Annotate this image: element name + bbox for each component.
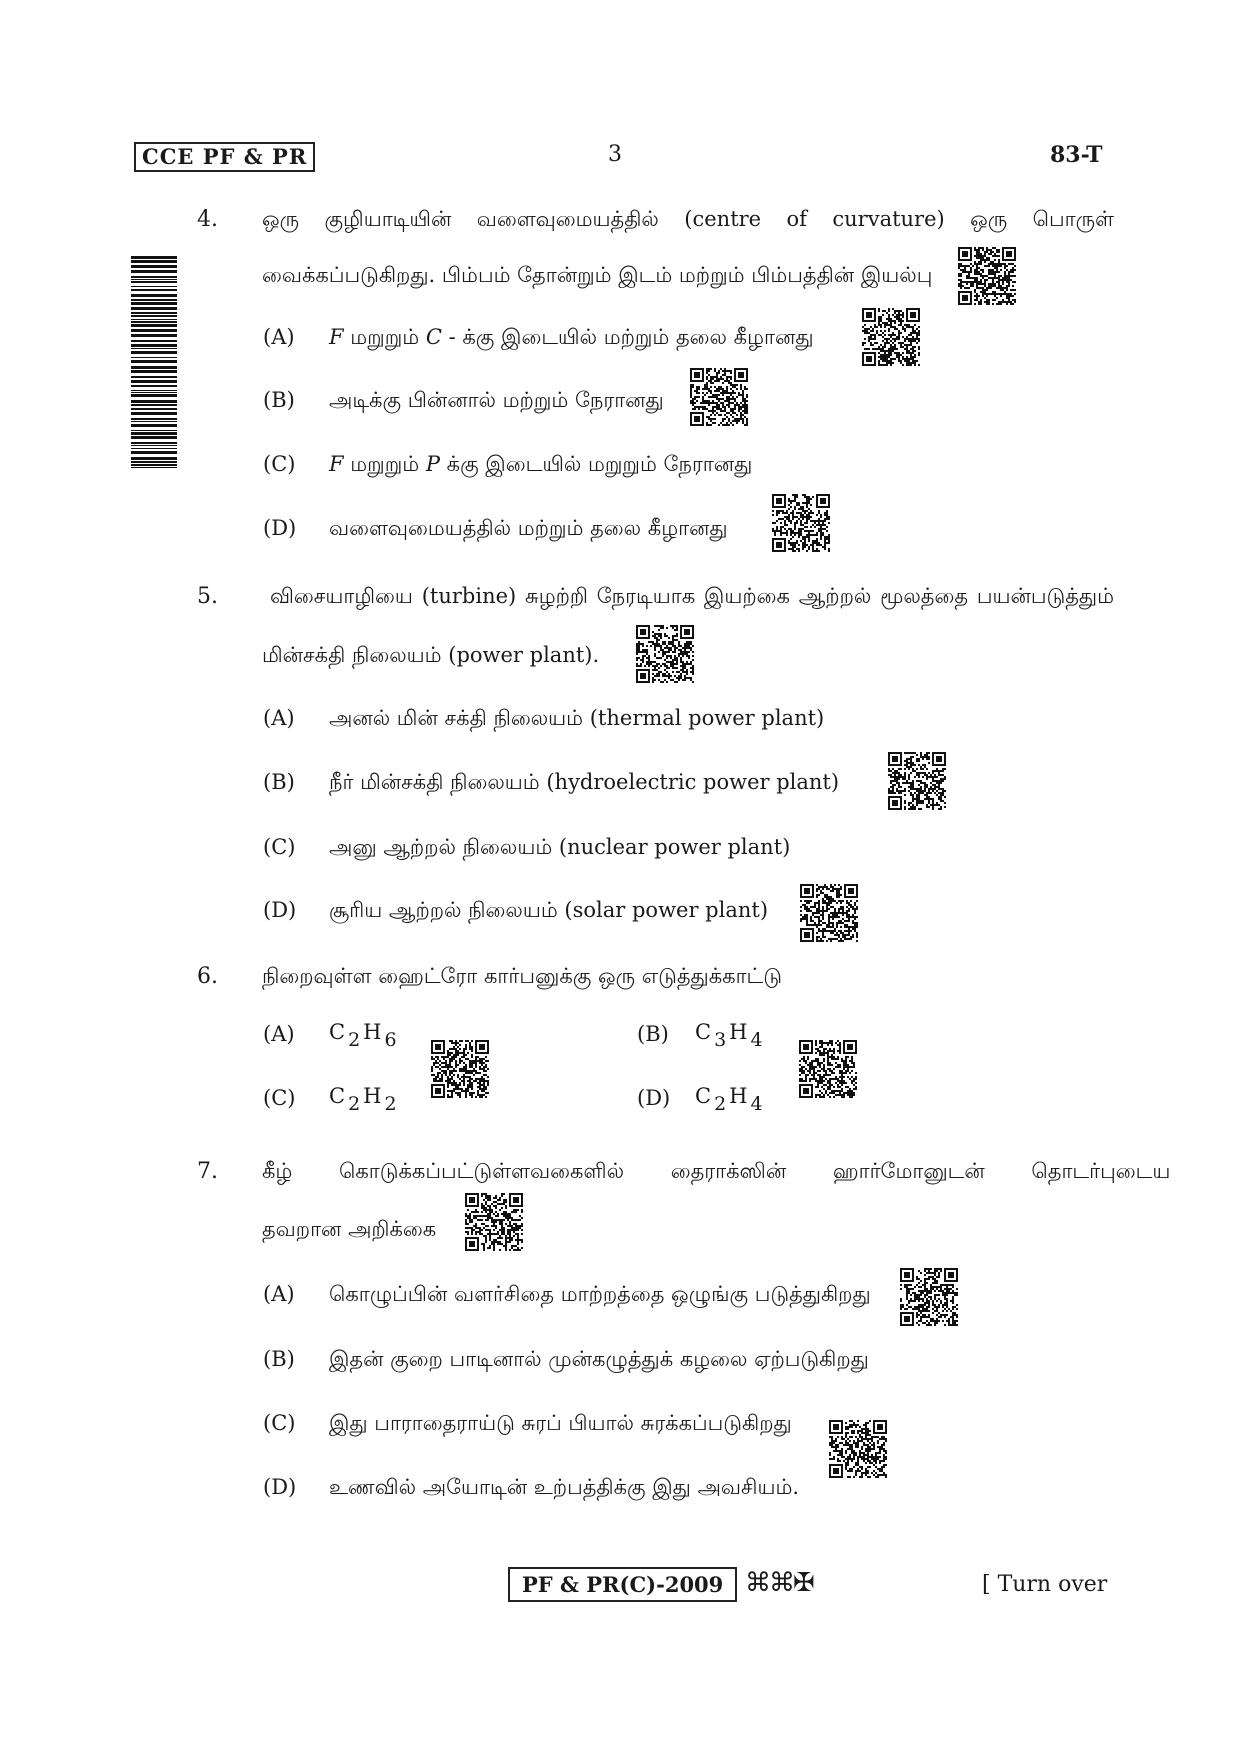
- q6-option-b-label: (B): [637, 1022, 669, 1046]
- qr-code-icon: [690, 368, 748, 426]
- q7-option-c-text: இது பாராதைராய்டு சுரப் பியால் சுரக்கப்படுகிறது: [329, 1411, 792, 1435]
- q6-option-d-formula: C $_2$ H $_4$: [695, 1084, 763, 1115]
- q4-option-b-text: அடிக்கு பின்னால் மற்றும் நேரானது: [329, 388, 664, 412]
- page-number: 3: [608, 142, 622, 167]
- question-5-text-line2: மின்சக்தி நிலையம் (power plant).: [262, 643, 600, 667]
- paper-code-box: CCE PF & PR: [134, 142, 315, 172]
- qr-code-icon: [862, 308, 920, 366]
- q4-option-a-label: (A): [263, 325, 295, 349]
- q5-option-b-label: (B): [263, 770, 295, 794]
- question-6-number: 6.: [197, 964, 218, 989]
- question-7-number: 7.: [197, 1159, 218, 1184]
- qr-code-icon: [431, 1040, 489, 1098]
- turn-over-label: [ Turn over: [982, 1572, 1108, 1597]
- q5-option-a-text: அனல் மின் சக்தி நிலையம் (thermal power plant): [329, 706, 825, 730]
- q5-option-c-text: அனு ஆற்றல் நிலையம் (nuclear power plant): [329, 835, 791, 859]
- q4-option-c-label: (C): [263, 452, 296, 476]
- q5-option-b-text: நீர் மின்சக்தி நிலையம் (hydroelectric power plant): [329, 770, 840, 794]
- question-4-text-line2: வைக்கப்படுகிறது. பிம்பம் தோன்றும் இடம் மற்றும் பிம்பத்தின் இயல்பு: [262, 263, 933, 287]
- q5-option-c-label: (C): [263, 835, 296, 859]
- q6-option-c-formula: C $_2$ H $_2$: [329, 1084, 397, 1115]
- q5-option-d-label: (D): [263, 898, 297, 922]
- qr-code-icon: [799, 1040, 857, 1098]
- qr-code-icon: [829, 1420, 887, 1478]
- qr-code-icon: [900, 1268, 958, 1326]
- question-4-number: 4.: [197, 207, 218, 232]
- footer-code-box: PF & PR(C)-2009: [508, 1567, 737, 1602]
- barcode: [131, 256, 177, 470]
- question-5-text-line1: விசையாழியை (turbine) சுழற்றி நேரடியாக இயற்கை ஆற்றல் மூலத்தை பயன்படுத்தும்: [270, 584, 1114, 608]
- question-7-text-line1: கீழ் கொடுக்கப்பட்டுள்ளவகைளில் தைராக்ஸின் ஹார்மோனுடன் தொடர்புடைய: [262, 1159, 1171, 1183]
- q6-option-a-formula: C $_2$ H $_6$: [329, 1020, 397, 1051]
- question-5-number: 5.: [197, 584, 218, 609]
- question-7-text-line2: தவறான அறிக்கை: [262, 1217, 437, 1241]
- q6-option-d-label: (D): [637, 1086, 671, 1110]
- q6-option-c-label: (C): [263, 1086, 296, 1110]
- footer-symbols: ⌘⌘✠: [745, 1568, 813, 1598]
- qr-code-icon: [800, 884, 858, 942]
- q7-option-a-text: கொழுப்பின் வளர்சிதை மாற்றத்தை ஒழுங்கு படுத்துகிறது: [329, 1282, 871, 1306]
- q7-option-a-label: (A): [263, 1282, 295, 1306]
- question-6-text: நிறைவுள்ள ஹைட்ரோ கார்பனுக்கு ஒரு எடுத்துக்காட்டு: [262, 964, 783, 988]
- q7-option-d-label: (D): [263, 1475, 297, 1499]
- qr-code-icon: [636, 625, 694, 683]
- qr-code-icon: [888, 752, 946, 810]
- qr-code-icon: [772, 494, 830, 552]
- qr-code-icon: [958, 247, 1016, 305]
- q4-option-a-text: F மறுறும் C - க்கு இடையில் மற்றும் தலை கீழானது: [329, 325, 814, 349]
- q7-option-d-text: உணவில் அயோடின் உற்பத்திக்கு இது அவசியம்.: [329, 1475, 800, 1499]
- question-paper-code: 83-T: [1050, 142, 1103, 168]
- qr-code-icon: [465, 1193, 523, 1251]
- q7-option-b-text: இதன் குறை பாடினால் முன்கழுத்துக் கழலை ஏற்படுகிறது: [329, 1347, 869, 1371]
- q7-option-b-label: (B): [263, 1347, 295, 1371]
- q4-option-b-label: (B): [263, 388, 295, 412]
- q5-option-a-label: (A): [263, 706, 295, 730]
- question-4-text-line1: ஒரு குழியாடியின் வளைவுமையத்தில் (centre of curvature) ஒரு பொருள்: [262, 207, 1114, 231]
- q4-option-d-label: (D): [263, 516, 297, 540]
- q7-option-c-label: (C): [263, 1411, 296, 1435]
- q4-option-c-text: F மறுறும் P க்கு இடையில் மறுறும் நேரானது: [329, 452, 753, 476]
- q4-option-d-text: வளைவுமையத்தில் மற்றும் தலை கீழானது: [329, 516, 728, 540]
- q5-option-d-text: சூரிய ஆற்றல் நிலையம் (solar power plant): [329, 898, 769, 922]
- q6-option-b-formula: C $_3$ H $_4$: [695, 1020, 763, 1051]
- q6-option-a-label: (A): [263, 1022, 295, 1046]
